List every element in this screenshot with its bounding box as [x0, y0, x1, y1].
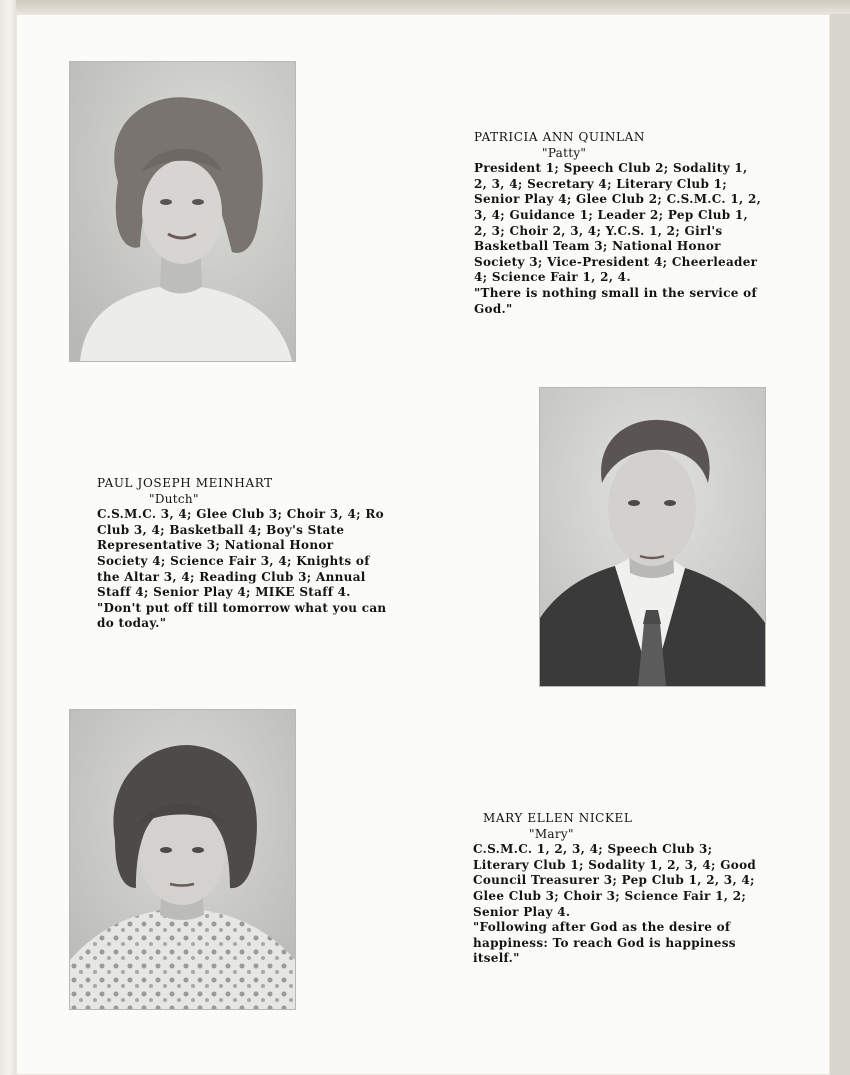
portrait-woman-image [70, 62, 295, 361]
portrait-woman-image [70, 710, 295, 1009]
portrait-photo-mary [69, 709, 296, 1010]
binding-edge [0, 0, 16, 1075]
page-top-edge [0, 0, 850, 14]
student-name: PAUL JOSEPH MEINHART [97, 476, 273, 490]
student-activities: C.S.M.C. 1, 2, 3, 4; Speech Club 3; Literary Club 1; Sodality 1, 2, 3, 4; Good Council Treasurer 3; Pep Club 1, 2, 3, 4; Glee Club 3; Choir 3; Science Fair 1, 2; Senior Play 4. [473, 842, 757, 919]
student-quote: "There is nothing small in the service of God." [474, 285, 757, 316]
bio-paul [97, 476, 387, 632]
student-quote: "Following after God as the desire of happiness: To reach God is happiness itself." [473, 920, 736, 966]
portrait-photo-patricia [69, 61, 296, 362]
portrait-photo-paul [539, 387, 766, 687]
student-quote: "Don't put off till tomorrow what you can do today." [97, 600, 387, 631]
bio-patricia [474, 130, 764, 317]
student-nickname: "Patty" [542, 145, 587, 160]
student-nickname: "Mary" [529, 826, 574, 841]
student-nickname: "Dutch" [149, 491, 199, 506]
student-name: PATRICIA ANN QUINLAN [474, 130, 645, 144]
portrait-man-image [540, 388, 765, 686]
student-activities: President 1; Speech Club 2; Sodality 1, 2, 3, 4; Secretary 4; Literary Club 1; Senior Play 4; Glee Club 2; C.S.M.C. 1, 2, 3, 4; Guidance 1; Leader 2; Pep Club 1, 2, 3; Choir 2, 3, 4; Y.C.S. 1, 2; Girl's Basketball Team 3; National Honor Society 3; Vice-President 4; Cheerleader 4; Science Fair 1, 2, 4. [474, 161, 762, 285]
student-name: MARY ELLEN NICKEL [483, 811, 633, 825]
student-activities: C.S.M.C. 3, 4; Glee Club 3; Choir 3, 4; Ro Club 3, 4; Basketball 4; Boy's State Representative 3; National Honor Society 4; Science Fair 3, 4; Knights of the Altar 3, 4; Reading Club 3; Annual Staff 4; Senior Play 4; MIKE Staff 4. [97, 507, 384, 600]
bio-mary [473, 811, 758, 967]
